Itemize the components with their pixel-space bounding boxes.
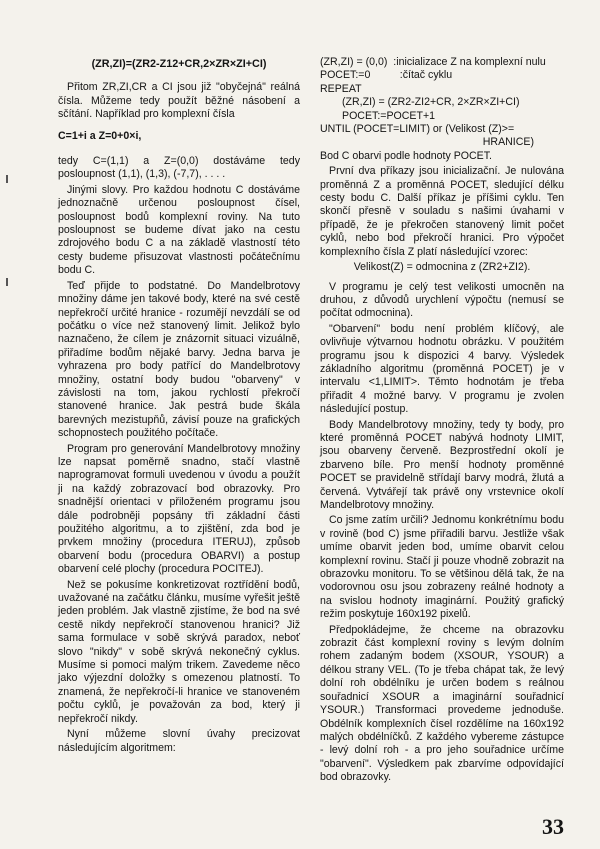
paragraph: Jinými slovy. Pro každou hodnotu C dostáváme jednoznačně určenou posloupnost čísel, posloupnost bodů komplexní roviny. Na tuto posloupnost se budeme dívat jako na cestu zdrojového bodu C a na základě vlastností této cesty budeme přisuzovat vlastnosti počátečnímu bodu C. — [58, 183, 300, 277]
algorithm-line: REPEAT — [320, 82, 362, 95]
left-column — [58, 56, 300, 757]
right-column — [320, 56, 564, 787]
paragraph: Co jsme zatím určili? Jednomu konkrétnímu bodu v rovině (bod C) jsme přiřadili barvu. Jestliže však umíme obarvit jeden bod, umíme obarvit celou komplexní rovinu. Stačí ji pouze vhodně zobrazit na obrazovku monitoru. To se většinou dělá tak, že na vodorovnou osu jsou zobrazeny reálné hodnoty a na svislou hodnoty imaginární. Použitý grafický režim poskytuje 160x192 pixelů. — [320, 514, 564, 621]
paragraph: Nyní můžeme slovní úvahy precizovat následujícím algoritmem: — [58, 728, 300, 754]
formula-velikost: Velikost(Z) = odmocnina z (ZR2+ZI2). — [353, 261, 531, 274]
paragraph: Teď přijde to podstatné. Do Mandelbrotovy množiny dáme jen takové body, které na své cestě nepřekročí určité hranice - rozumějí nevzdálí se od počátku o více než stanovený limit. Jelikož bylo naznačeno, že cílem je znázornit situaci vizuálně, přiřadíme bodům nějaké barvy. Jedna barva je vyhrazena pro body patřící do Mandelbrotovy množiny, ostatní body budou "obarveny" v závislosti na tom, jakou rychlostí překročí stanovené hranice. Jak pestrá bude škála barevných mezistupňů, závisí pouze na grafických schopnostech použitého počítače. — [58, 279, 300, 440]
scan-margin-mark — [6, 278, 8, 286]
paragraph: Přitom ZR,ZI,CR a CI jsou již "obyčejná" reálná čísla. Můžeme tedy použít běžné násobení a sčítání. Například pro komplexní čísla — [58, 81, 300, 121]
paragraph: První dva příkazy jsou inicializační. Je nulována proměnná Z a proměnná POCET, sledující délku cesty bodu C. Další příkaz je příšimi cyklu. Ten skončí přesně v souladu s našimi úvahami v případě, že je překročen stanovený limit počet cyklů, nebo bod překročí hranici. Pro výpočet komplexního čísla Z platí následující vzorec: — [320, 165, 564, 258]
algorithm-line: HRANICE) — [482, 136, 534, 149]
scan-margin-mark — [6, 175, 8, 183]
paragraph: tedy C=(1,1) a Z=(0,0) dostáváme tedy posloupnost (1,1), (1,3), (-7,7), . . . . — [58, 155, 300, 181]
algorithm-line: UNTIL (POCET=LIMIT) or (Velikost (Z)>= — [320, 123, 515, 136]
algorithm-line: POCET:=POCET+1 — [342, 109, 436, 122]
paragraph: Předpokládejme, že chceme na obrazovku zobrazit část komplexní roviny s levým dolním rohem zadaným bodem (XSOUR, YSOUR) a délkou strany VEL. (To je třeba chápat tak, že levý dolní roh obdélníku je určen bodem s reálnou souřadnicí XSOUR a imaginární souřadnicí YSOUR.) Transformaci provedeme jednoduše. Obdélník komplexních čísel rozdělíme na 160x192 malých obdélníčků. Z každého vybereme zástupce - levý dolní roh - a pro jeho souřadnice určíme "obarvení". Výsledkem pak zbarvíme odpovídající bod obrazovky. — [320, 623, 564, 784]
algorithm-line: POCET:=0 :čítač cyklu — [320, 69, 453, 82]
formula-example: C=1+i a Z=0+0×i, — [58, 129, 142, 142]
page-number: 33 — [542, 813, 564, 839]
algorithm-line: (ZR,ZI) = (0,0) :inicializace Z na komplexní nulu — [320, 56, 546, 68]
paragraph: "Obarvení" bodu není problém klíčový, ale ovlivňuje výtvarnou hodnotu obrázku. V použitém programu jsou k dispozici 4 barvy. Výsledek základního algoritmu (proměnná POCET) je v intervalu <1,LIMIT>. Těmto hodnotám je třeba přiřadit 4 možné barvy. V programu je zvolen následující postup. — [320, 322, 564, 416]
paragraph: Bod C obarvi podle hodnoty POCET. — [320, 149, 492, 162]
paragraph: V programu je celý test velikosti umocněn na druhou, z důvodů urychlení výpočtu (nemusí se počítat odmocnina). — [320, 280, 564, 320]
paragraph: Než se pokusíme konkretizovat roztřídění bodů, uvažované na začátku článku, musíme vyřešit ještě jeden problém. Jak vlastně zjistíme, že bod na své cestě nikdy nepřekročí stanovenou hranici? Již sama formulace v sobě skrývá paradox, neboť slovo "nikdy" v sobě skrývá nekonečný cyklus. Musíme si pomoci malým trikem. Zavedeme něco jako výjezdní doložky s omezenou platností. To znamená, že nepřekročí-li hranice ve stanoveném počtu cyklů, je považován za bod, který ji nepřekročí nikdy. — [58, 578, 300, 725]
formula-iteration: (ZR,ZI)=(ZR2-Z12+CR,2×ZR×ZI+CI) — [91, 58, 267, 70]
paragraph: Body Mandelbrotovy množiny, tedy ty body, pro které proměnná POCET nabývá hodnoty LIMIT, jsou obarveny červeně. Bezprostřední okolí je zbarveno bíle. Pro menší hodnoty proměnné POCET se pravidelně střídají barvy modrá, žlutá a červená. Vytvářejí tak právě ony vrstevnice okolí Mandelbrotovy množiny. — [320, 418, 564, 511]
algorithm-line: (ZR,ZI) = (ZR2-ZI2+CR, 2×ZR×ZI+CI) — [342, 96, 520, 109]
paragraph: Program pro generování Mandelbrotovy množiny lze napsat poměrně snadno, stačí vlastně naprogramovat formuli uvedenou v úvodu a použít ji na každý zobrazovací bod obrazovky. Pro snadnější orientaci v přiloženém programu jsou dále podrobněji popsány tři základní části použitého algoritmu, a to zjištění, zda bod je prvkem množiny (procedura ITERUJ), způsob obarvení bodu (procedura OBARVI) a postup obarvení celé plochy (procedura POCITEJ). — [58, 442, 300, 576]
